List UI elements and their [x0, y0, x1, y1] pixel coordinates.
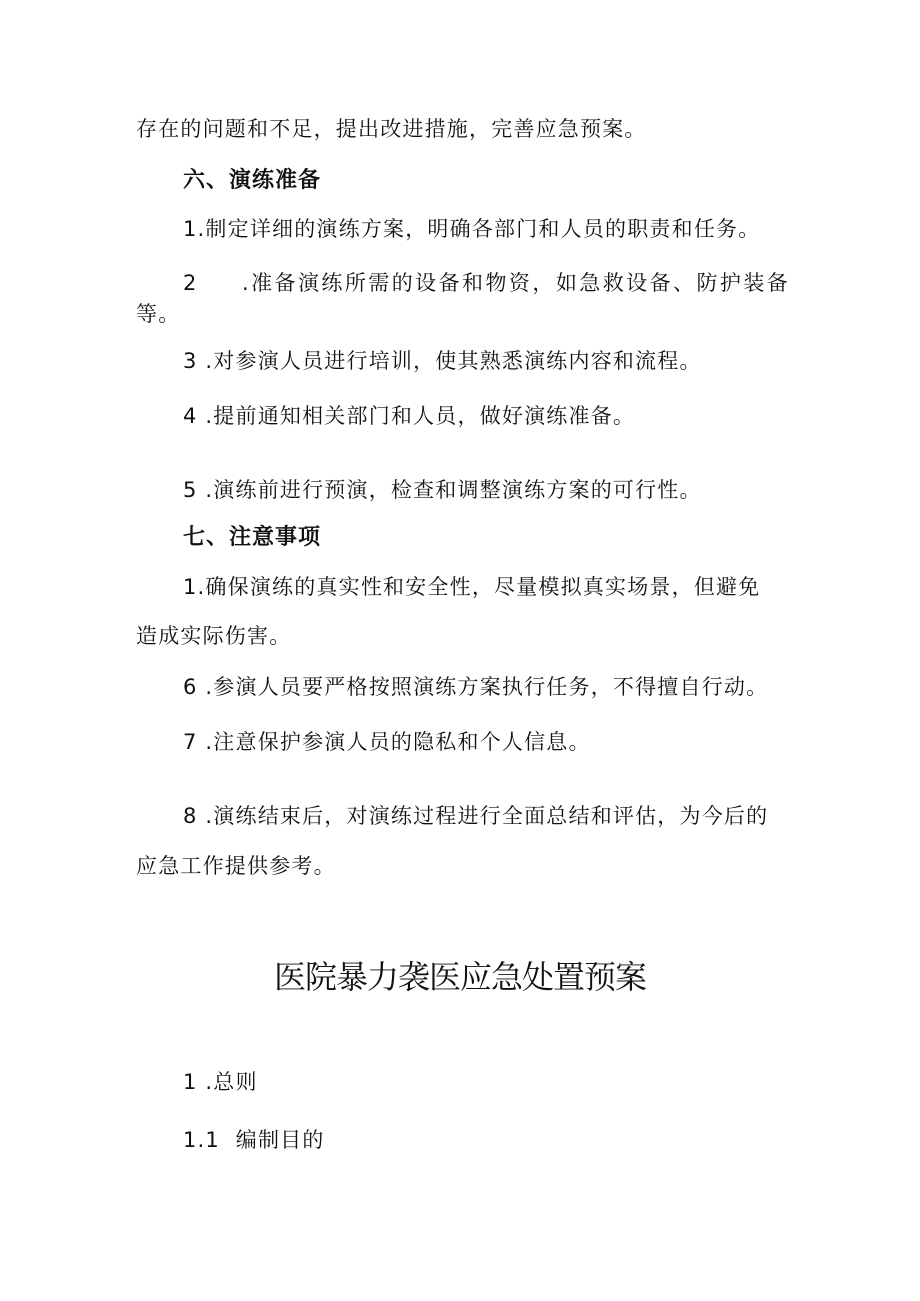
list-item-continuation: 应急工作提供参考。: [136, 854, 336, 878]
list-item-continuation: 等。: [136, 302, 181, 326]
list-item: 4 .提前通知相关部门和人员，做好演练准备。: [183, 404, 636, 428]
list-item-continuation: 造成实际伤害。: [136, 624, 292, 648]
list-item: 5 .演练前进行预演，检查和调整演练方案的可行性。: [183, 478, 702, 502]
list-item: 2 .准备演练所需的设备和物资，如急救设备、防护装备: [183, 271, 789, 295]
section-heading-six: 六、演练准备: [183, 168, 322, 193]
section-heading-seven: 七、注意事项: [183, 525, 322, 550]
list-item: 3 .对参演人员进行培训，使其熟悉演练内容和流程。: [183, 349, 702, 373]
list-item: 7 .注意保护参演人员的隐私和个人信息。: [183, 730, 591, 754]
outline-item: 1.1 编制目的: [183, 1128, 325, 1152]
document-title: 医院暴力袭医应急处置预案: [273, 958, 646, 996]
list-item: 8 .演练结束后，对演练过程进行全面总结和评估，为今后的: [183, 804, 769, 828]
list-item: 1.确保演练的真实性和安全性，尽量模拟真实场景，但避免: [183, 575, 761, 599]
list-item: 6 .参演人员要严格按照演练方案执行任务，不得擅自行动。: [183, 675, 769, 699]
list-item: 1.制定详细的演练方案，明确各部门和人员的职责和任务。: [183, 217, 761, 241]
paragraph-line: 存在的问题和不足，提出改进措施，完善应急预案。: [136, 117, 647, 141]
outline-item: 1 .总则: [183, 1070, 258, 1094]
